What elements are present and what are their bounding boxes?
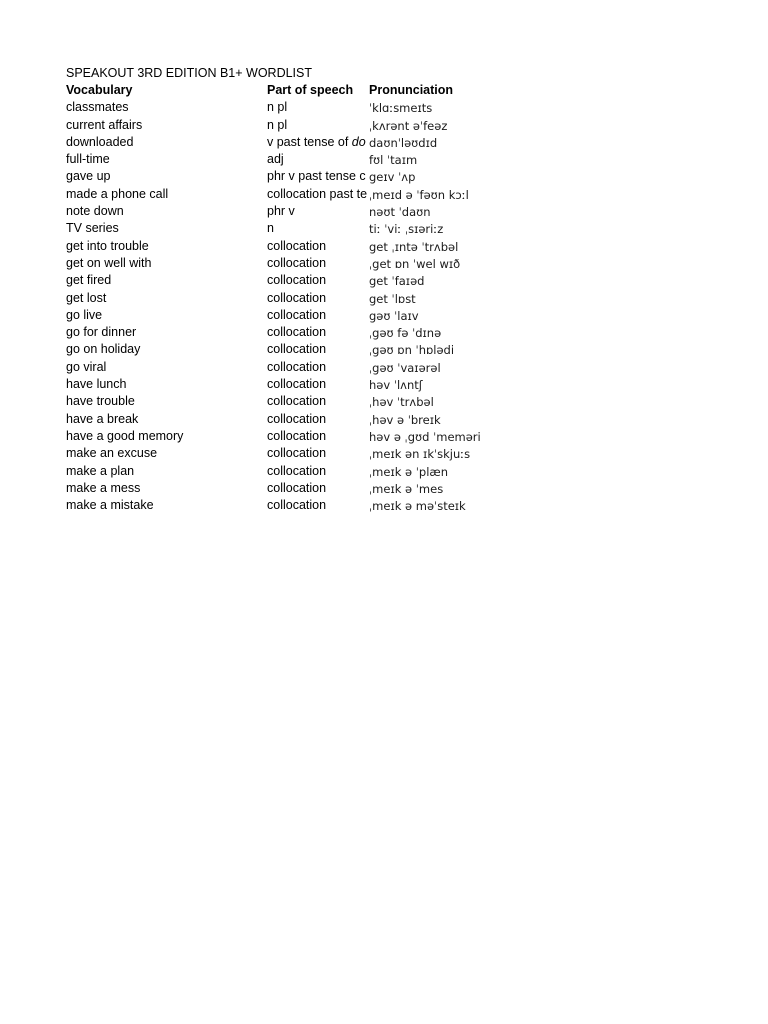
part-of-speech-text: phr v past tense c xyxy=(267,169,366,184)
pronunciation-cell: ˌmeɪd ə ˈfəʊn kɔːl xyxy=(369,187,469,202)
pronunciation-cell: həv ə ˌgʊd ˈmeməri xyxy=(369,429,481,444)
table-row xyxy=(66,238,726,255)
table-row xyxy=(66,324,726,341)
part-of-speech-text: n pl xyxy=(267,100,288,115)
pronunciation-cell: gəʊ ˈlaɪv xyxy=(369,308,419,323)
table-row xyxy=(66,272,726,289)
vocabulary-cell: get lost xyxy=(66,290,107,305)
header-part-of-speech: Part of speech xyxy=(267,83,354,97)
part-of-speech-text: collocation xyxy=(267,290,327,305)
part-of-speech-text: collocation xyxy=(267,359,327,374)
vocabulary-cell: go viral xyxy=(66,359,107,374)
part-of-speech-text: collocation xyxy=(267,428,327,443)
vocabulary-cell: get into trouble xyxy=(66,238,149,253)
vocabulary-cell: make a plan xyxy=(66,463,135,478)
part-of-speech-text: phr v xyxy=(267,204,295,219)
pronunciation-cell: ˌmeɪk ən ɪkˈskjuːs xyxy=(369,447,471,462)
part-of-speech-text: collocation xyxy=(267,307,327,322)
part-of-speech-text: collocation xyxy=(267,411,327,426)
header-vocabulary: Vocabulary xyxy=(66,83,133,97)
vocabulary-cell: go for dinner xyxy=(66,325,137,340)
vocabulary-cell: have trouble xyxy=(66,394,135,409)
part-of-speech-cell xyxy=(267,290,368,307)
pronunciation-cell: ˌgəʊ fə ˈdɪnə xyxy=(369,326,442,341)
part-of-speech-cell xyxy=(267,480,368,497)
pronunciation-cell: ˌget ɒn ˈwel wɪð xyxy=(369,256,461,271)
part-of-speech-text: v past tense of do xyxy=(267,134,366,149)
table-row xyxy=(66,428,726,445)
table-row xyxy=(66,393,726,410)
part-of-speech-text: n pl xyxy=(267,117,288,132)
vocabulary-cell: go on holiday xyxy=(66,342,141,357)
vocabulary-cell: have a good memory xyxy=(66,428,184,443)
part-of-speech-text: collocation xyxy=(267,463,327,478)
document-title: SPEAKOUT 3RD EDITION B1+ WORDLIST xyxy=(66,66,313,80)
table-row xyxy=(66,411,726,428)
table-row xyxy=(66,341,726,358)
table-row xyxy=(66,134,726,151)
part-of-speech-cell xyxy=(267,497,368,514)
pronunciation-cell: geɪv ˈʌp xyxy=(369,170,416,185)
pronunciation-cell: ˌgəʊ ˈvaɪərəl xyxy=(369,360,441,375)
pronunciation-cell: get ˈlɒst xyxy=(369,291,416,306)
vocabulary-cell: note down xyxy=(66,204,124,219)
table-row xyxy=(66,220,726,237)
table-row xyxy=(66,445,726,462)
table-row xyxy=(66,480,726,497)
part-of-speech-cell xyxy=(267,168,368,185)
wordlist-sheet xyxy=(66,65,726,514)
pronunciation-cell: ˌhəv ˈtrʌbəl xyxy=(369,395,434,410)
table-row xyxy=(66,359,726,376)
pronunciation-cell: həv ˈlʌntʃ xyxy=(369,378,423,393)
part-of-speech-text: collocation past te xyxy=(267,186,368,201)
wordlist-rows xyxy=(66,99,726,514)
part-of-speech-cell xyxy=(267,238,368,255)
part-of-speech-text: collocation xyxy=(267,394,327,409)
vocabulary-cell: classmates xyxy=(66,100,129,115)
pronunciation-cell: ˌmeɪk ə ˈplæn xyxy=(369,464,448,479)
vocabulary-cell: current affairs xyxy=(66,117,143,132)
pronunciation-cell: ˌkʌrənt əˈfeəz xyxy=(369,118,448,133)
part-of-speech-cell xyxy=(267,272,368,289)
table-row xyxy=(66,117,726,134)
part-of-speech-cell xyxy=(267,445,368,462)
part-of-speech-text: n xyxy=(267,221,274,236)
vocabulary-cell: have a break xyxy=(66,411,139,426)
part-of-speech-cell xyxy=(267,359,368,376)
table-row xyxy=(66,497,726,514)
part-of-speech-cell xyxy=(267,411,368,428)
pronunciation-cell: ˌmeɪk ə məˈsteɪk xyxy=(369,499,466,514)
header-pronunciation: Pronunciation xyxy=(369,83,454,97)
part-of-speech-text: collocation xyxy=(267,377,327,392)
part-of-speech-text: adj xyxy=(267,152,284,167)
vocabulary-cell: make a mistake xyxy=(66,498,154,513)
vocabulary-cell: downloaded xyxy=(66,134,134,149)
vocabulary-cell: make an excuse xyxy=(66,446,158,461)
part-of-speech-text: collocation xyxy=(267,480,327,495)
part-of-speech-text: collocation xyxy=(267,325,327,340)
part-of-speech-cell xyxy=(267,376,368,393)
pronunciation-cell: nəʊt ˈdaʊn xyxy=(369,205,431,220)
table-row xyxy=(66,376,726,393)
part-of-speech-cell xyxy=(267,307,368,324)
vocabulary-cell: get fired xyxy=(66,273,112,288)
part-of-speech-text: collocation xyxy=(267,273,327,288)
part-of-speech-cell xyxy=(267,134,368,151)
part-of-speech-cell xyxy=(267,255,368,272)
part-of-speech-cell xyxy=(267,186,368,203)
part-of-speech-cell xyxy=(267,324,368,341)
table-row xyxy=(66,151,726,168)
part-of-speech-cell xyxy=(267,393,368,410)
part-of-speech-cell xyxy=(267,428,368,445)
part-of-speech-text: collocation xyxy=(267,238,327,253)
vocabulary-cell: have lunch xyxy=(66,377,127,392)
part-of-speech-cell xyxy=(267,99,368,116)
table-row xyxy=(66,99,726,116)
vocabulary-cell: full-time xyxy=(66,152,110,167)
part-of-speech-text: collocation xyxy=(267,446,327,461)
part-of-speech-cell xyxy=(267,220,368,237)
table-row xyxy=(66,463,726,480)
table-row xyxy=(66,255,726,272)
pronunciation-cell: ˌhəv ə ˈbreɪk xyxy=(369,412,441,427)
vocabulary-cell: gave up xyxy=(66,169,111,184)
vocabulary-cell: TV series xyxy=(66,221,119,236)
part-of-speech-text: collocation xyxy=(267,342,327,357)
table-row xyxy=(66,290,726,307)
part-of-speech-cell xyxy=(267,463,368,480)
part-of-speech-cell xyxy=(267,117,368,134)
pronunciation-cell: get ˌɪntə ˈtrʌbəl xyxy=(369,239,459,254)
table-row xyxy=(66,307,726,324)
part-of-speech-text: collocation xyxy=(267,498,327,513)
vocabulary-cell: made a phone call xyxy=(66,186,169,201)
part-of-speech-cell xyxy=(267,341,368,358)
pronunciation-cell: ˈklɑːsmeɪts xyxy=(369,101,433,116)
header-row xyxy=(66,82,726,99)
pronunciation-cell: ˌmeɪk ə ˈmes xyxy=(369,481,444,496)
part-of-speech-cell xyxy=(267,151,368,168)
vocabulary-cell: make a mess xyxy=(66,480,141,495)
pronunciation-cell: fʊl ˈtaɪm xyxy=(369,153,418,168)
table-row xyxy=(66,168,726,185)
table-row xyxy=(66,186,726,203)
vocabulary-cell: get on well with xyxy=(66,255,152,270)
pronunciation-cell: daʊnˈləʊdɪd xyxy=(369,135,438,150)
part-of-speech-cell xyxy=(267,203,368,220)
table-row xyxy=(66,203,726,220)
pronunciation-cell: tiː ˈviː ˌsɪəriːz xyxy=(369,222,444,237)
part-of-speech-text: collocation xyxy=(267,255,327,270)
vocabulary-cell: go live xyxy=(66,307,103,322)
pronunciation-cell: get ˈfaɪəd xyxy=(369,274,425,289)
pronunciation-cell: ˌgəʊ ɒn ˈhɒlədi xyxy=(369,343,455,358)
